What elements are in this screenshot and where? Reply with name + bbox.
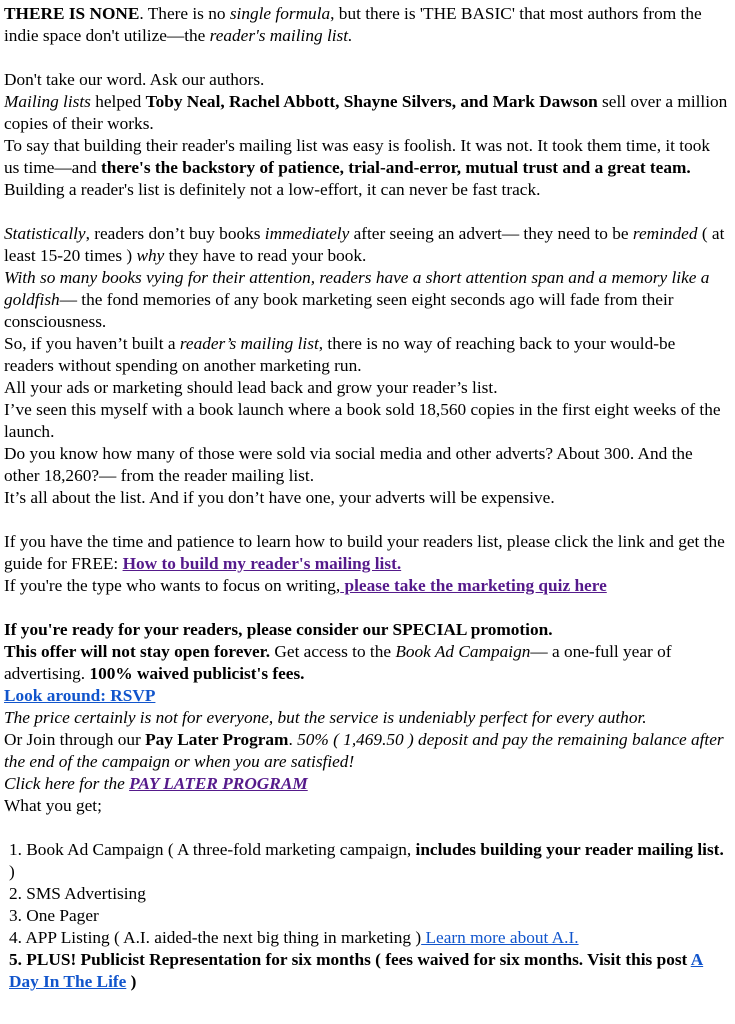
text-span: , but there is 'THE BASIC' that most authors from the indie space don't utilize—the: [4, 4, 702, 45]
list-item: [4, 927, 729, 949]
spacer: [4, 509, 729, 531]
authors-line-1: [4, 69, 729, 91]
text-span: This offer will not stay open forever.: [4, 642, 271, 661]
text-span: reminded: [632, 224, 698, 243]
text-span: includes building your reader mailing list.: [415, 840, 724, 859]
guide-line-1: [4, 531, 729, 575]
text-span: there's the backstory of patience, trial-and-error, mutual trust and a great team.: [100, 158, 691, 177]
list-item: [4, 839, 729, 883]
text-span: .: [288, 730, 298, 749]
text-span: Building a reader's list is definitely not a low-effort, it can never be fast track.: [4, 180, 541, 199]
text-span: sell over a million copies of their works.: [4, 92, 728, 133]
stats-line-7: It’s all about the list. And if you don’t have one, your adverts will be expensive.: [4, 488, 555, 507]
text-span: — the fond memories of any book marketing seen eight seconds ago will fade from their consciousness.: [4, 290, 674, 331]
promo-offer: [4, 641, 729, 685]
text-span: To say that building their reader's mailing list was easy is foolish. It was not. It took them time, it took us time—and: [4, 136, 711, 177]
text-span: If you're the type who wants to focus on writing,: [4, 576, 341, 595]
spacer: [4, 201, 729, 223]
author-names: Toby Neal, Rachel Abbott, Shayne Silvers, and Mark Dawson: [145, 92, 598, 111]
text-span: 100% waived publicist's fees.: [89, 664, 305, 683]
authors-line-2: [4, 91, 729, 135]
intro-bold-lead: THERE IS NONE: [4, 4, 140, 23]
stats-line-5: I’ve seen this myself with a book launch where a book sold 18,560 copies in the first eight weeks of the launch.: [4, 400, 721, 441]
text-span: immediately: [264, 224, 350, 243]
text-span: Don't take our word. Ask our authors.: [4, 70, 265, 89]
text-span: 1. Book Ad Campaign ( A three-fold marketing campaign,: [9, 840, 416, 859]
text-span: they have to read your book.: [164, 246, 367, 265]
intro-paragraph: [4, 3, 729, 47]
text-span: Get access to the: [270, 642, 396, 661]
text-span: ): [9, 862, 15, 881]
text-span: reader's mailing list.: [209, 26, 353, 45]
rsvp-line: [4, 685, 729, 707]
stats-line-6: Do you know how many of those were sold via social media and other adverts? About 300. And the other 18,260?— from the reader mailing list.: [4, 444, 693, 485]
list-item: 3. One Pager: [9, 906, 99, 925]
text-span: 50% ( 1,469.50 ) deposit and pay the remaining balance after the end of the campaign or when you are satisfied!: [4, 730, 724, 771]
text-span: — a one-full year of advertising.: [4, 642, 672, 683]
mailing-list-guide-link[interactable]: How to build my reader's mailing list.: [122, 554, 402, 573]
text-span: Mailing lists: [4, 92, 91, 111]
text-span: reader’s mailing list: [179, 334, 319, 353]
spacer: [4, 47, 729, 69]
pay-later-link-line: [4, 773, 729, 795]
text-span: ( at least 15-20 times ): [4, 224, 725, 265]
text-span: Book Ad Campaign: [395, 642, 531, 661]
promo-heading: [4, 619, 729, 641]
text-span: So, if you haven’t built a: [4, 334, 180, 353]
stats-line-2: [4, 267, 729, 333]
text-span: helped: [90, 92, 146, 111]
spacer: [4, 597, 729, 619]
day-in-the-life-link[interactable]: A Day In The Life: [9, 950, 704, 991]
text-span: If you're ready for your readers, please consider our SPECIAL promotion.: [4, 620, 553, 639]
text-span: Click here for the: [4, 774, 130, 793]
text-span: If you have the time and patience to learn how to build your readers list, please click the link and get the guide for FREE:: [4, 532, 725, 573]
pay-later-line: [4, 729, 729, 773]
guide-line-2: [4, 575, 729, 597]
text-span: Or Join through our: [4, 730, 146, 749]
text-span: Statistically: [4, 224, 86, 243]
text-span: With so many books vying for their attention, readers have a short attention span and a memory like a goldfish: [4, 268, 710, 309]
list-item: [4, 949, 729, 993]
text-span: 5. PLUS! Publicist Representation for six months ( fees waived for six months. Visit this post: [9, 950, 691, 969]
stats-line-4: All your ads or marketing should lead back and grow your reader’s list.: [4, 378, 498, 397]
rsvp-link[interactable]: Look around: RSVP: [4, 686, 156, 705]
authors-line-4: [4, 179, 729, 201]
text-span: . There is no: [139, 4, 230, 23]
stats-line-3: [4, 333, 729, 377]
spacer: [4, 817, 729, 839]
stats-line-1: [4, 223, 729, 267]
text-span: Pay Later Program: [145, 730, 289, 749]
list-item: 2. SMS Advertising: [9, 884, 146, 903]
text-span: after seeing an advert— they need to be: [349, 224, 633, 243]
text-span: single formula: [229, 4, 331, 23]
marketing-quiz-link[interactable]: please take the marketing quiz here: [340, 576, 607, 595]
learn-more-ai-link[interactable]: Learn more about A.I.: [421, 928, 579, 947]
text-span: 4. APP Listing ( A.I. aided-the next big thing in marketing ): [9, 928, 422, 947]
text-span: ): [126, 972, 137, 991]
authors-line-3: [4, 135, 729, 179]
pay-later-program-link[interactable]: PAY LATER PROGRAM: [129, 774, 308, 793]
text-span: , there is no way of reaching back to your would-be readers without spending on another marketing run.: [4, 334, 676, 375]
what-you-get: What you get;: [4, 796, 102, 815]
price-note: [4, 707, 729, 729]
text-span: The price certainly is not for everyone, but the service is undeniably perfect for every author.: [4, 708, 647, 727]
benefits-list: [4, 839, 729, 993]
text-span: , readers don’t buy books: [85, 224, 265, 243]
text-span: why: [136, 246, 165, 265]
